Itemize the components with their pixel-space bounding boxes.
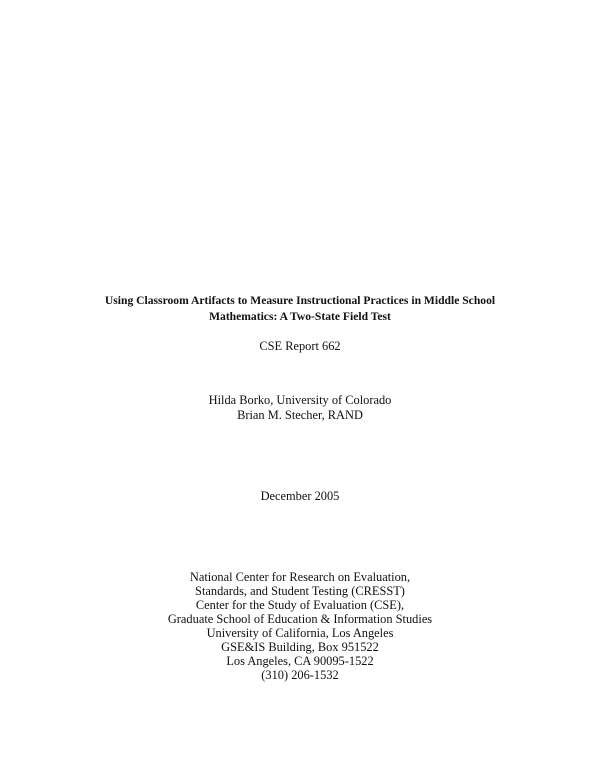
institution-phone: (310) 206-1532 xyxy=(261,668,339,682)
institution-line-6: GSE&IS Building, Box 951522 xyxy=(221,640,379,654)
institution-line-5: University of California, Los Angeles xyxy=(206,626,394,640)
report-title-line-2: Mathematics: A Two-State Field Test xyxy=(209,310,391,323)
institution-line-1: National Center for Research on Evaluation, xyxy=(189,570,411,584)
report-title-line-1: Using Classroom Artifacts to Measure Instructional Practices in Middle School xyxy=(104,294,496,307)
author-1: Hilda Borko, University of Colorado xyxy=(208,393,392,407)
institution-line-4: Graduate School of Education & Information Studies xyxy=(167,612,433,626)
institution-line-3: Center for the Study of Evaluation (CSE), xyxy=(195,598,405,612)
report-number: CSE Report 662 xyxy=(259,339,341,353)
author-2: Brian M. Stecher, RAND xyxy=(237,408,363,422)
institution-line-2: Standards, and Student Testing (CRESST) xyxy=(195,584,405,598)
report-date: December 2005 xyxy=(260,489,340,503)
institution-line-7: Los Angeles, CA 90095-1522 xyxy=(226,654,374,668)
